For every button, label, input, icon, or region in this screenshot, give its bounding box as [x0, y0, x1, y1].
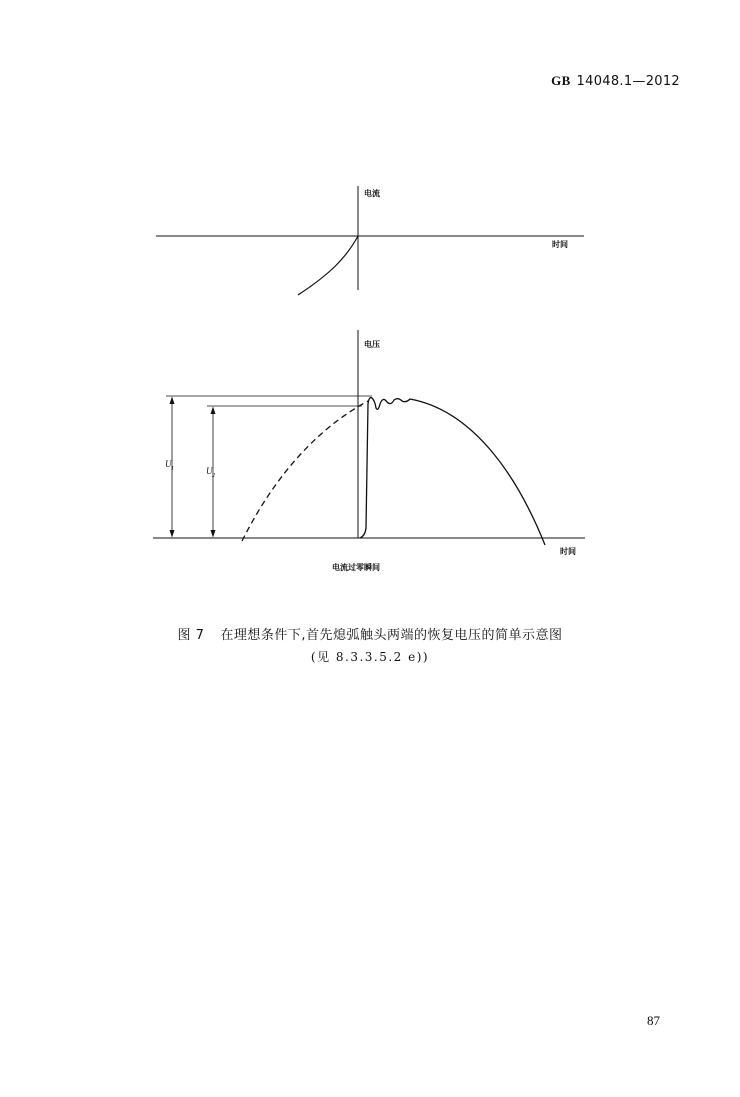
figure-title: 在理想条件下,首先熄弧触头两端的恢复电压的简单示意图 — [220, 628, 563, 643]
u2-label — [206, 466, 215, 479]
page-number: 87 — [647, 1013, 660, 1028]
figure-caption — [0, 624, 740, 643]
figure-reference: (见 8.3.3.5.2 e)) — [310, 650, 430, 664]
standard-prefix: GB — [551, 73, 571, 88]
figure-number: 图 7 — [177, 628, 205, 643]
u2-label-subscript: 2 — [212, 473, 215, 479]
voltage-time-label: 时间 — [560, 547, 576, 556]
u1-label-letter: U — [165, 459, 172, 469]
u2-label-letter: U — [206, 466, 213, 476]
prospective-voltage-dashed-curve — [242, 401, 368, 541]
zero-crossing-label: 电流过零瞬间 — [332, 563, 380, 572]
u1-label — [165, 459, 174, 472]
u2-arrow-top — [211, 407, 216, 415]
voltage-axis-label: 电压 — [364, 340, 380, 349]
standard-code: 14048.1—2012 — [576, 74, 680, 89]
current-curve — [298, 236, 358, 295]
recovery-voltage-curve — [360, 398, 545, 545]
u1-arrow-bottom — [170, 530, 175, 538]
voltage-diagram — [153, 330, 585, 545]
u1-arrow-top — [170, 397, 175, 405]
current-diagram — [156, 186, 584, 295]
u2-arrow-bottom — [211, 530, 216, 538]
current-axis-label: 电流 — [364, 189, 380, 198]
current-time-label: 时间 — [552, 240, 568, 249]
u1-label-subscript: 1 — [171, 466, 174, 472]
